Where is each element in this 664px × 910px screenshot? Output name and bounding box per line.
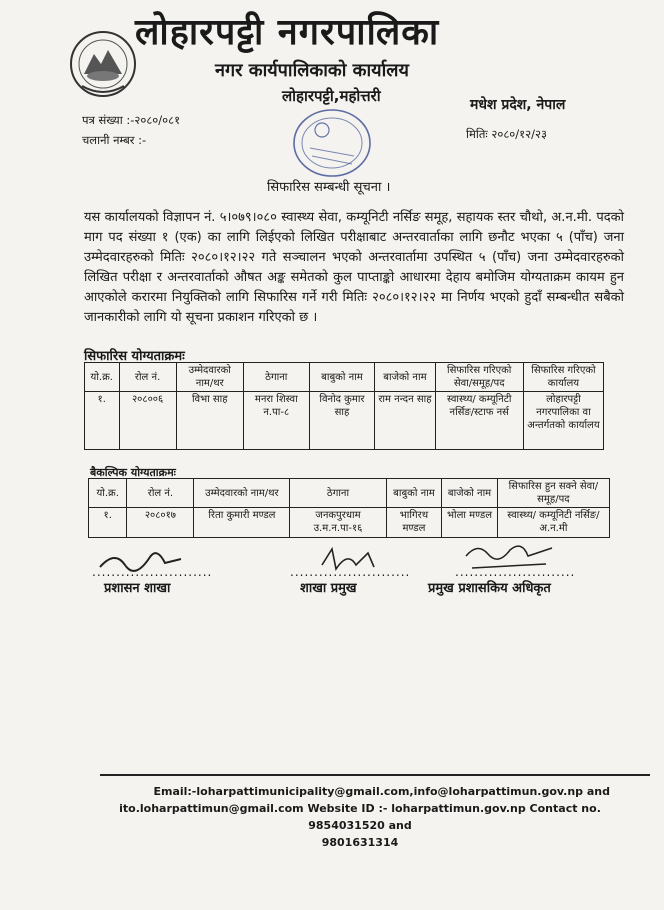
table-header-row xyxy=(89,479,610,508)
col-father: बाबुको नाम xyxy=(386,479,442,508)
notice-subject: सिफारिस सम्बन्धी सूचना । xyxy=(267,180,391,195)
issue-date: मितिः २०८०/१२/२३ xyxy=(466,127,547,141)
cell-name: विभा साह xyxy=(176,392,243,450)
alternate-table xyxy=(88,478,610,538)
table-row xyxy=(89,508,610,538)
cell-address: जनकपुरधाम उ.म.न.पा-१६ xyxy=(290,508,386,538)
cell-name: रिता कुमारी मण्डल xyxy=(194,508,290,538)
cell-father: भागिरथ मण्डल xyxy=(386,508,442,538)
signature-branch-chief: शाखा प्रमुख xyxy=(300,581,357,596)
col-roll: रोल नं. xyxy=(119,363,176,392)
footer-email-line: Email:-loharpattimunicipality@gmail.com,info@loharpattimun.gov.np and xyxy=(153,785,610,798)
cell-address: मनरा शिस्वा न.पा-८ xyxy=(243,392,309,450)
nepal-emblem-logo xyxy=(68,28,138,100)
cell-grandfather: भोला मण्डल xyxy=(442,508,497,538)
col-service: सिफारिस गरिएको सेवा/समूह/पद xyxy=(435,363,523,392)
reference-number: पत्र संख्या :-२०८०/०८१ xyxy=(82,113,181,127)
office-name: नगर कार्यपालिकाको कार्यालय xyxy=(215,60,409,81)
cell-serial: १. xyxy=(89,508,127,538)
footer-divider xyxy=(100,774,650,776)
cell-office: लोहारपट्टी नगरपालिका वा अन्तर्गतको कार्यालय xyxy=(523,392,603,450)
notice-body: यस कार्यालयको विज्ञापन नं. ५।०७९।०८० स्वास्थ्य सेवा, कम्यूनिटी नर्सिङ समूह, सहायक स्तर चौथो, अ.न.मी. पदको माग पद संख्या १ (एक) का लागि लिईएको लिखित परीक्षाबाट अन्तरवार्ताका लागि छनौट भएका ५ (पाँच) जना उम्मेदवारहरुको मितिः २०८०।१२।२२ गते सञ्चालन भएको अन्तरवार्तामा उपस्थित ५ (पाँच) जना उम्मेदवारहरुको लिखित परीक्षा र अन्तरवार्ताको औषत अङ्क समेतको कुल पाप्ताङ्को आधारमा देहाय बमोजिम योग्यताक्रम कायम हुन आएकोले करारमा नियुक्तिको लागि सिफारिस गर्ने गरी मितिः २०८०।१२।२२ मा निर्णय भएको हुदाँ सम्बन्धीत सबैको जानकारीको लागि यो सूचना प्रकाशन गरिएको छ । xyxy=(84,210,624,325)
col-service: सिफारिस हुन सक्ने सेवा/समूह/पद xyxy=(497,479,609,508)
footer-contact xyxy=(110,783,610,851)
signature-line-1: ......................... xyxy=(92,565,213,579)
signature-line-2: ......................... xyxy=(290,565,411,579)
cell-service: स्वास्थ्य/ कम्यूनिटी नर्सिङ/स्टाफ नर्स xyxy=(435,392,523,450)
col-name: उम्मेदवारको नाम/थर xyxy=(176,363,243,392)
office-stamp xyxy=(292,108,372,178)
recommended-heading: सिफारिस योग्यताक्रमः xyxy=(84,349,185,364)
dispatch-number: चलानी नम्बर :- xyxy=(82,133,147,147)
col-grandfather: बाजेको नाम xyxy=(442,479,497,508)
table-row xyxy=(85,392,604,450)
signature-cao: प्रमुख प्रशासकिय अधिकृत xyxy=(428,581,551,596)
municipality-title: लोहारपट्टी नगरपालिका xyxy=(135,12,440,53)
cell-grandfather: राम नन्दन साह xyxy=(375,392,435,450)
signature-admin-section: प्रशासन शाखा xyxy=(104,581,171,596)
cell-serial: १. xyxy=(85,392,120,450)
table-header-row xyxy=(85,363,604,392)
office-address: लोहारपट्टी,महोत्तरी xyxy=(282,87,381,105)
cell-service: स्वास्थ्य/ कम्यूनिटी नर्सिङ/अ.न.मी xyxy=(497,508,609,538)
col-roll: रोल नं. xyxy=(127,479,194,508)
province: मधेश प्रदेश, नेपाल xyxy=(470,97,566,113)
footer-website-line: ito.loharpattimun@gmail.com Website ID :- loharpattimun.gov.np Contact no. 9854031520 and xyxy=(119,802,601,832)
col-office: सिफारिस गरिएको कार्यालय xyxy=(523,363,603,392)
col-address: ठेगाना xyxy=(243,363,309,392)
footer-phone-line: 9801631314 xyxy=(321,836,399,849)
col-serial: यो.क्र. xyxy=(85,363,120,392)
alternate-heading: बैकल्पिक योग्यताक्रमः xyxy=(90,466,176,479)
col-father: बाबुको नाम xyxy=(309,363,375,392)
cell-roll: २०८०१७ xyxy=(127,508,194,538)
col-address: ठेगाना xyxy=(290,479,386,508)
col-name: उम्मेदवारको नाम/थर xyxy=(194,479,290,508)
cell-father: विनोद कुमार साह xyxy=(309,392,375,450)
col-serial: यो.क्र. xyxy=(89,479,127,508)
col-grandfather: बाजेको नाम xyxy=(375,363,435,392)
cell-roll: २०८००६ xyxy=(119,392,176,450)
recommended-table xyxy=(84,362,604,450)
signature-line-3: ......................... xyxy=(455,565,576,579)
